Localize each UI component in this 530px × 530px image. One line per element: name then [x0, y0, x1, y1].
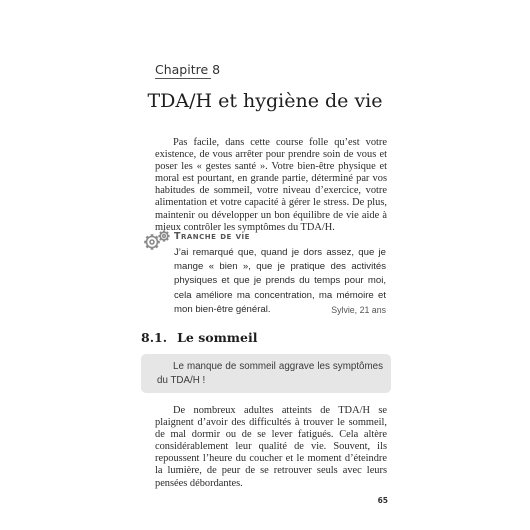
section-heading: [141, 330, 257, 345]
page-number: 65: [377, 496, 388, 505]
section-number: 8.1.: [141, 330, 168, 345]
section-title: Le sommeil: [177, 330, 258, 345]
quote-heading: Tranche de vie: [174, 231, 250, 242]
chapter-underline: [155, 78, 211, 79]
body-paragraph: De nombreux adultes atteints de TDA/H se plaignent d’avoir des difficultés à trouver le sommeil, de mal dormir ou de se lever fatigués. Cela altère considérablement leur qualité de vie. Souvent, ils repoussent l’heure du coucher et le moment d’éteindre la lumière, de peur de se retrouver seuls avec leurs pensées débordantes.: [155, 405, 387, 489]
chapter-title: TDA/H et hygiène de vie: [147, 90, 383, 112]
chapter-label: Chapitre 8: [155, 62, 221, 77]
gears-icon: [142, 228, 172, 256]
callout-text: Le manque de sommeil aggrave les symptômes du TDA/H !: [157, 361, 383, 386]
testimonial-text: J’ai remarqué que, quand je dors assez, que je mange « bien », que je pratique des activités physiques et que je prends du temps pour moi, cela améliore ma concentration, ma mémoire et mon bien-être général.: [174, 247, 386, 315]
intro-paragraph: Pas facile, dans cette course folle qu’est votre existence, de vous arrêter pour prendre soin de vous et poser les « gestes santé ». Votre bien-être physique et moral est pourtant, en grande partie, déterminé par vos habitudes de sommeil, votre niveau d’exercice, votre alimentation et votre capacité à gérer le stress. De plus, maintenir ou développer un bon équilibre de vie aide à mieux contrôler les symptômes du TDA/H.: [155, 137, 387, 233]
callout-box: [141, 354, 391, 393]
testimonial-author: Sylvie, 21 ans: [331, 305, 386, 315]
